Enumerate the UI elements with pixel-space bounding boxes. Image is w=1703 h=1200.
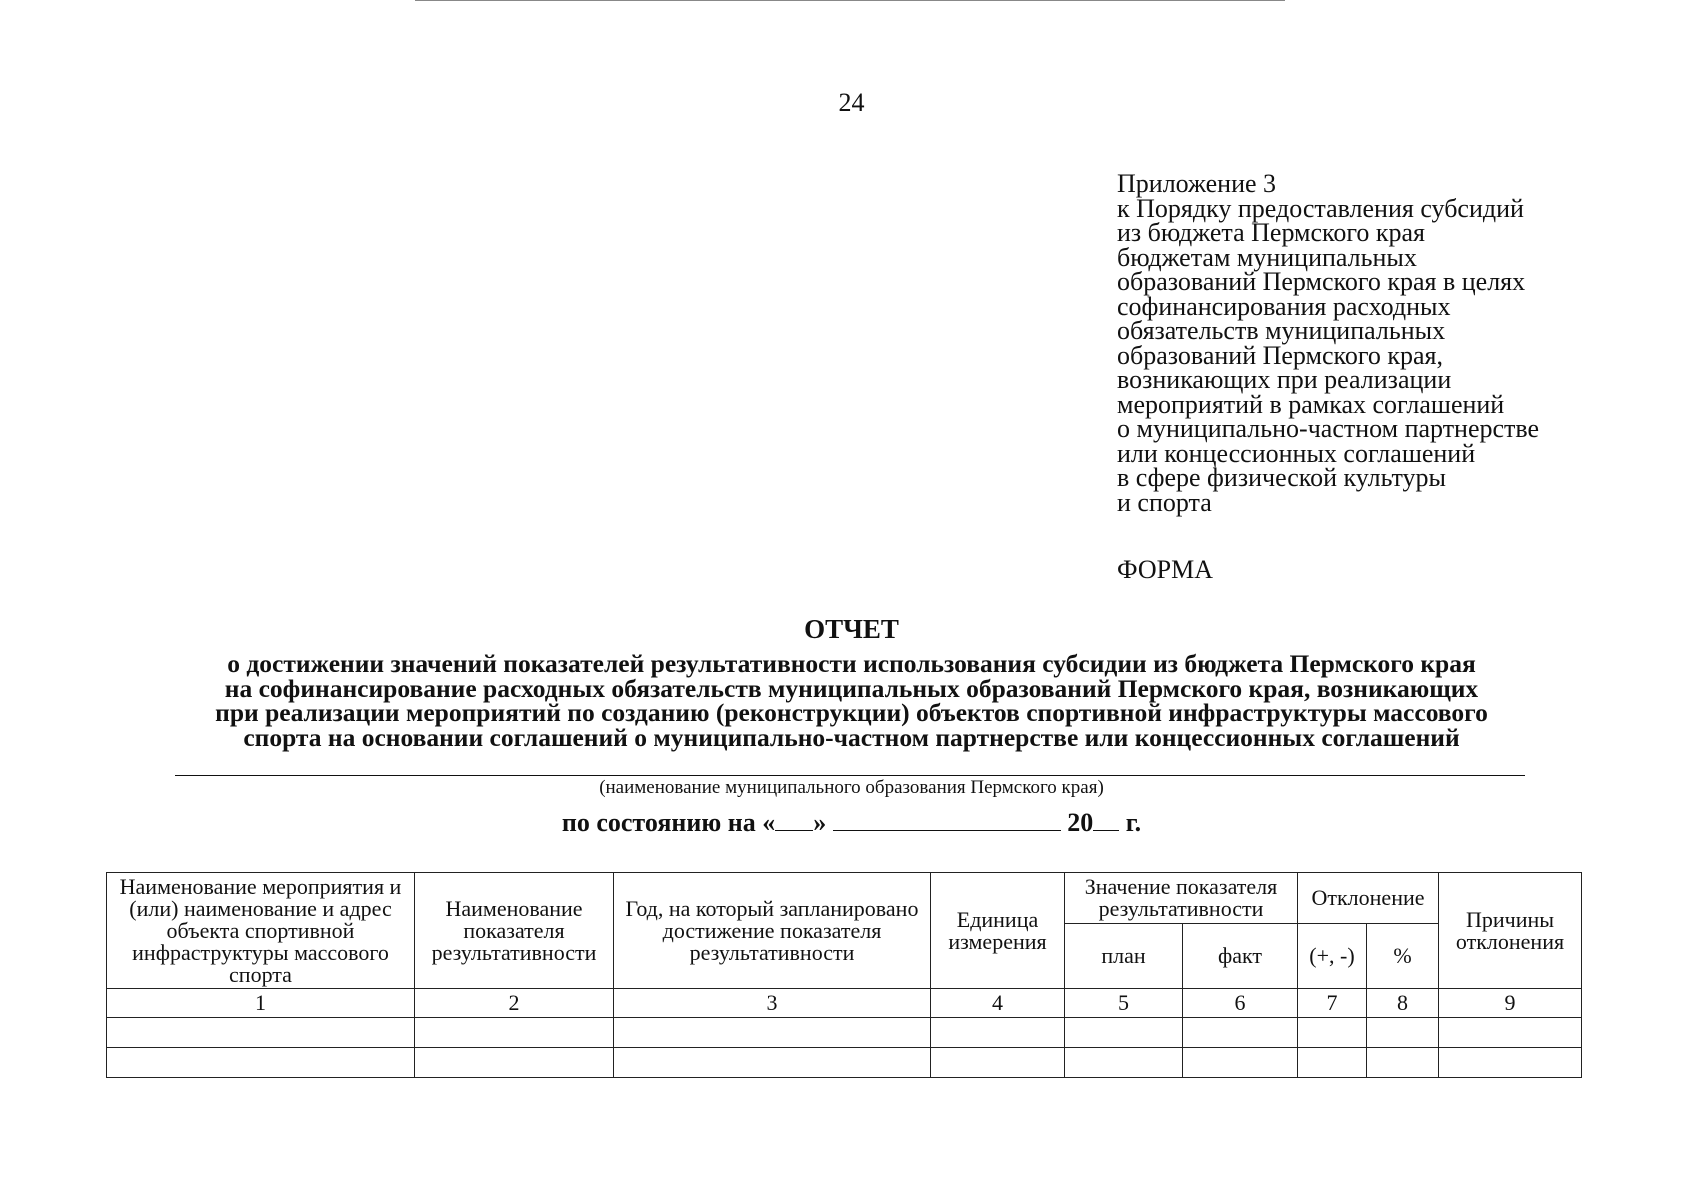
as-of-year-prefix: 20 bbox=[1060, 808, 1094, 837]
as-of-mid: » bbox=[813, 808, 833, 837]
table-cell bbox=[931, 1018, 1065, 1048]
appendix-line: возникающих при реализации bbox=[1117, 365, 1452, 394]
appendix-line: из бюджета Пермского края bbox=[1117, 218, 1426, 247]
table-cell bbox=[931, 1048, 1065, 1078]
table-cell bbox=[614, 1048, 931, 1078]
table-cell bbox=[107, 1018, 415, 1048]
as-of-suffix: г. bbox=[1119, 808, 1142, 837]
column-number: 6 bbox=[1183, 989, 1298, 1018]
table-cell bbox=[1298, 1048, 1367, 1078]
form-label: ФОРМА bbox=[1117, 555, 1213, 584]
appendix-line: образований Пермского края в целях bbox=[1117, 267, 1526, 296]
table-cell bbox=[1439, 1018, 1582, 1048]
table-cell bbox=[415, 1018, 614, 1048]
header-indicator-value: Значение показателя результативности bbox=[1065, 873, 1298, 924]
appendix-line: бюджетам муниципальных bbox=[1117, 242, 1417, 272]
column-number: 8 bbox=[1367, 989, 1439, 1018]
appendix-line: обязательств муниципальных bbox=[1117, 316, 1446, 345]
table-cell bbox=[1367, 1048, 1439, 1078]
column-number: 9 bbox=[1439, 989, 1582, 1018]
header-fact: факт bbox=[1183, 924, 1298, 989]
column-number: 5 bbox=[1065, 989, 1183, 1018]
appendix-line: образований Пермского края, bbox=[1117, 340, 1443, 370]
table-cell bbox=[1065, 1048, 1183, 1078]
header-deviation: Отклонение bbox=[1298, 873, 1439, 924]
column-number: 1 bbox=[107, 989, 415, 1018]
header-deviation-abs: (+, -) bbox=[1298, 924, 1367, 989]
table-cell bbox=[107, 1048, 415, 1078]
table-cell bbox=[415, 1048, 614, 1078]
appendix-line: и спорта bbox=[1117, 487, 1212, 517]
municipality-fill-line bbox=[175, 775, 1525, 776]
appendix-line: Приложение 3 bbox=[1117, 169, 1277, 198]
year-blank bbox=[1093, 806, 1119, 831]
header-plan: план bbox=[1065, 924, 1183, 989]
appendix-line: мероприятий в рамках соглашений bbox=[1117, 389, 1505, 419]
table-cell bbox=[1439, 1048, 1582, 1078]
appendix-line: софинансирования расходных bbox=[1117, 291, 1451, 321]
municipality-fill-caption: (наименование муниципального образования Пермского края) bbox=[599, 777, 1104, 798]
table-row bbox=[107, 1048, 1582, 1078]
column-number-row bbox=[107, 989, 1582, 1018]
header-deviation-pct: % bbox=[1367, 924, 1439, 989]
table-cell bbox=[614, 1018, 931, 1048]
header-indicator-name: Наименование показателя результативности bbox=[415, 873, 614, 989]
header-unit: Единица измерения bbox=[931, 873, 1065, 989]
report-subtitle-line: на софинансирование расходных обязательств муниципальных образований Пермского края, возникающих bbox=[224, 673, 1479, 703]
table-cell bbox=[1183, 1018, 1298, 1048]
column-number: 2 bbox=[415, 989, 614, 1018]
header-deviation-reasons: Причины отклонения bbox=[1439, 873, 1582, 989]
table-row bbox=[107, 1018, 1582, 1048]
report-table bbox=[106, 872, 1582, 1078]
appendix-line: о муниципально-частном партнерстве bbox=[1117, 414, 1540, 443]
report-subtitle-line: спорта на основании соглашений о муниципально-частном партнерстве или концессионных соглашений bbox=[243, 722, 1460, 752]
report-subtitle-line: при реализации мероприятий по созданию (реконструкции) объектов спортивной инфраструктуры массового bbox=[215, 698, 1488, 727]
report-subtitle bbox=[60, 649, 1643, 752]
column-number: 7 bbox=[1298, 989, 1367, 1018]
as-of-prefix: по состоянию на « bbox=[561, 808, 776, 837]
appendix-line: к Порядку предоставления субсидий bbox=[1117, 193, 1524, 223]
top-scan-border bbox=[415, 0, 1285, 1]
report-title: ОТЧЕТ bbox=[804, 614, 899, 644]
header-target-year: Год, на который запланировано достижение показателя результативности bbox=[614, 873, 931, 989]
as-of-date-line bbox=[0, 806, 1703, 838]
appendix-block bbox=[1117, 169, 1540, 517]
appendix-line: в сфере физической культуры bbox=[1117, 463, 1446, 492]
table-cell bbox=[1298, 1018, 1367, 1048]
table-cell bbox=[1367, 1018, 1439, 1048]
month-blank bbox=[833, 806, 1061, 831]
page-number: 24 bbox=[838, 88, 865, 117]
table-cell bbox=[1183, 1048, 1298, 1078]
day-blank bbox=[775, 806, 813, 831]
header-activity-name: Наименование мероприятия и (или) наименование и адрес объекта спортивной инфраструктуры массового спорта bbox=[107, 873, 415, 989]
table-cell bbox=[1065, 1018, 1183, 1048]
appendix-line: или концессионных соглашений bbox=[1117, 438, 1476, 468]
column-number: 3 bbox=[614, 989, 931, 1018]
table-header-row bbox=[107, 873, 1582, 924]
column-number: 4 bbox=[931, 989, 1065, 1018]
report-subtitle-line: о достижении значений показателей результативности использования субсидии из бюджета Пермского края bbox=[227, 649, 1476, 678]
